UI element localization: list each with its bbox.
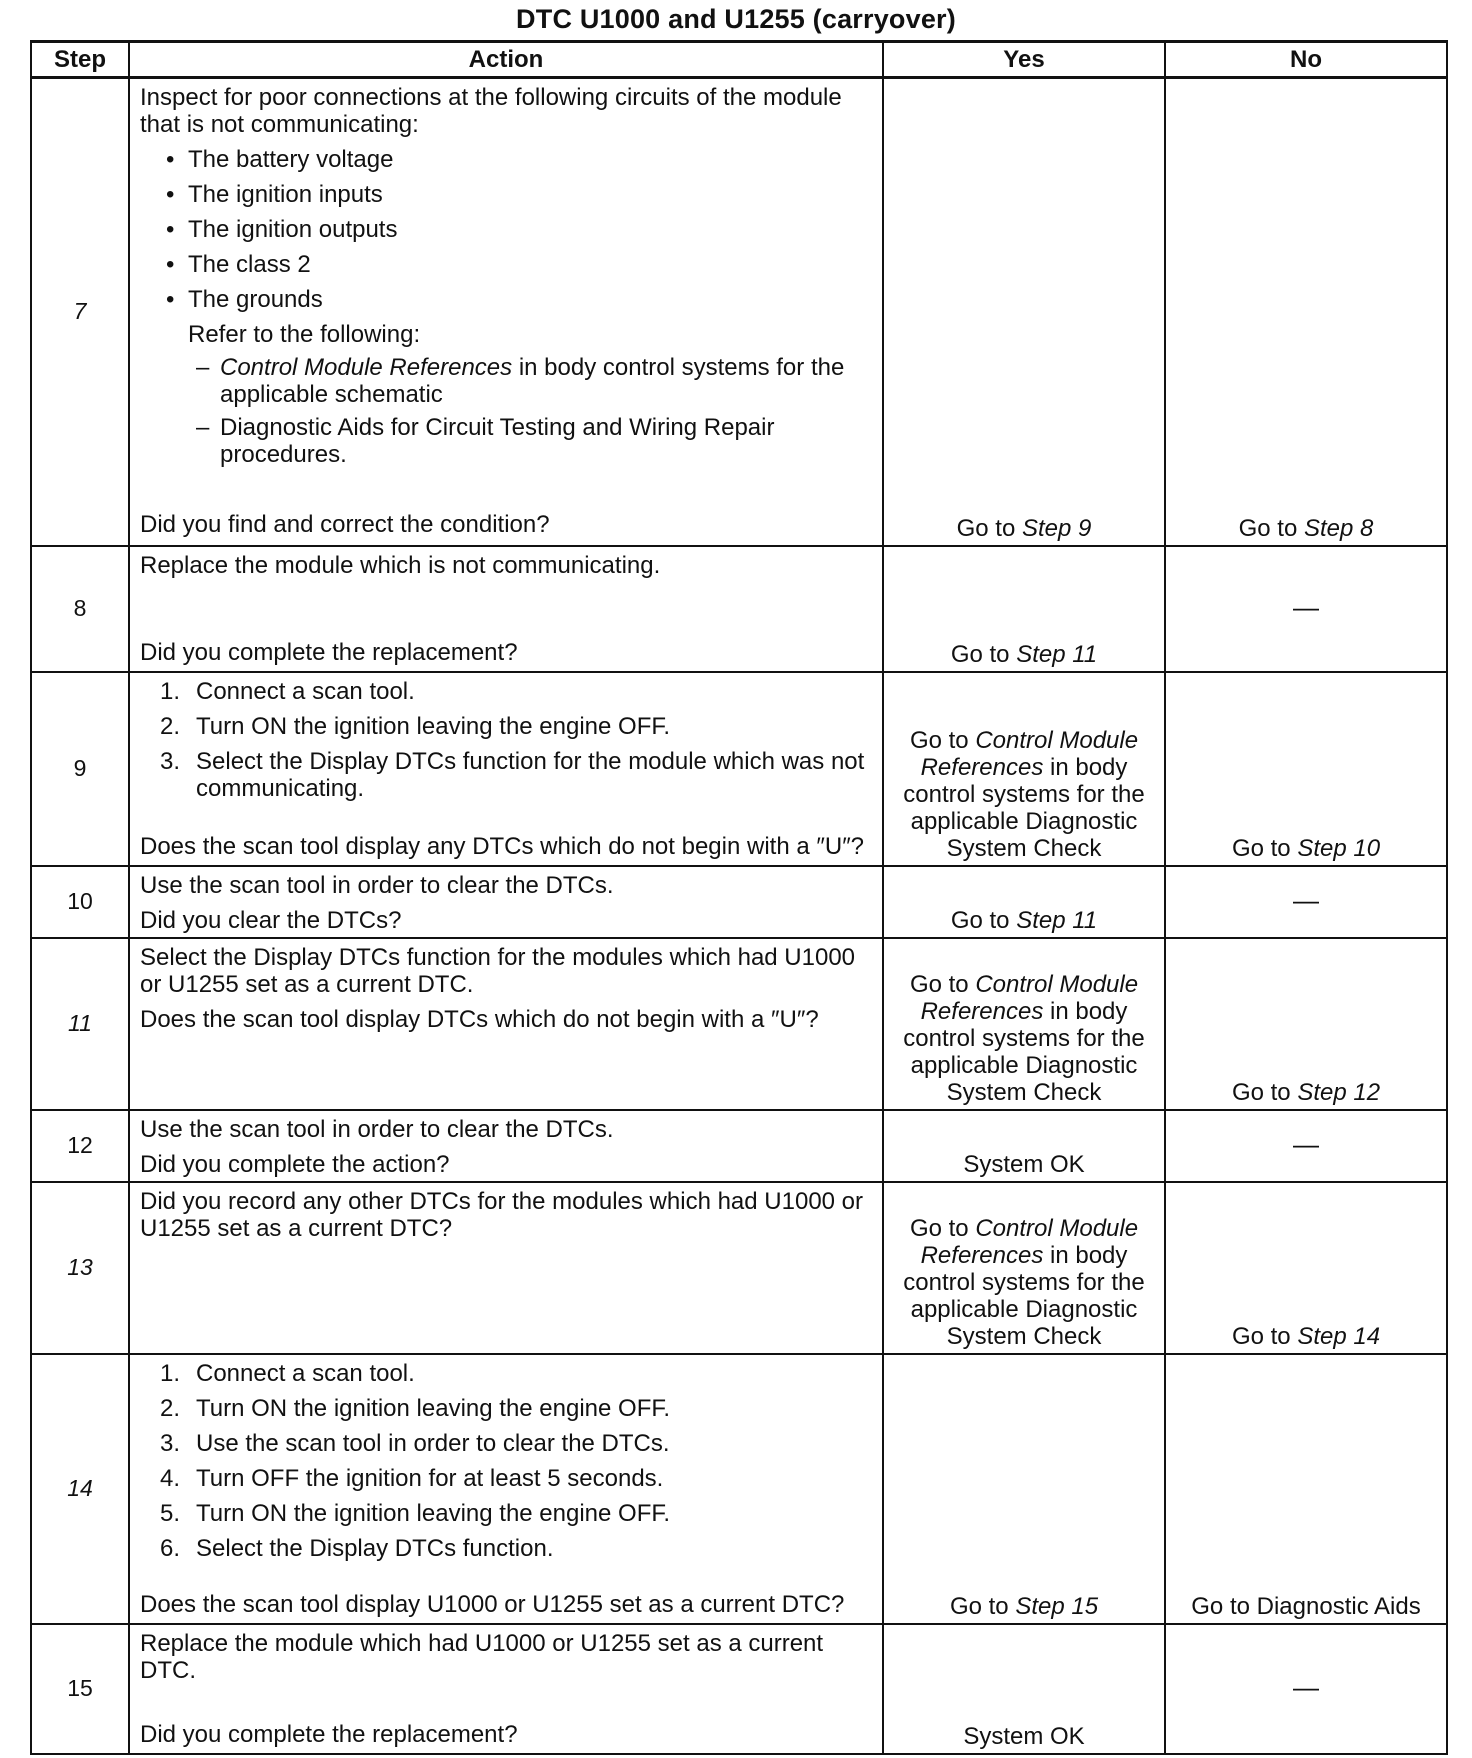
- yes-reference: Control Module References: [920, 1214, 1139, 1269]
- list-item: • The ignition inputs: [140, 181, 876, 208]
- no-prefix: Go to: [1231, 1322, 1298, 1350]
- step-index: 6.: [160, 1534, 181, 1562]
- yes-prefix: Go to: [909, 1214, 976, 1242]
- header-action: Action: [129, 42, 883, 78]
- yes-prefix: Go to: [909, 726, 976, 754]
- step-text: Select the Display DTCs function for the module which was not communicating.: [196, 747, 865, 802]
- action-cell: [129, 672, 883, 866]
- list-item: [140, 1465, 876, 1492]
- action-text: Use the scan tool in order to clear the DTCs.: [140, 1115, 614, 1143]
- list-item: [140, 748, 876, 802]
- action-cell: [129, 546, 883, 672]
- step-number: 8: [31, 546, 129, 672]
- action-cell: [129, 1110, 883, 1182]
- yes-prefix: Go to: [950, 640, 1017, 668]
- table-row-step-10: [31, 866, 1447, 938]
- list-item: [140, 1360, 876, 1387]
- step-index: 4.: [160, 1464, 181, 1492]
- question-text: Did you complete the action?: [140, 1150, 450, 1178]
- no-step-ref: Step 14: [1297, 1322, 1381, 1350]
- action-cell: [129, 1354, 883, 1624]
- yes-rest: in body control systems for the applicable Diagnostic System Check: [903, 997, 1145, 1106]
- no-cell: —: [1165, 866, 1447, 938]
- step-index: 3.: [160, 747, 181, 775]
- refer-text: Refer to the following:: [188, 321, 421, 348]
- step-index: 5.: [160, 1499, 181, 1527]
- step-index: 2.: [160, 712, 181, 740]
- step-number: 7: [31, 78, 129, 546]
- yes-reference: Control Module References: [920, 726, 1139, 781]
- yes-reference: Control Module References: [920, 970, 1139, 1025]
- yes-step-ref: Step 11: [1016, 906, 1098, 934]
- reference-text: in body control systems for the applicable schematic: [220, 354, 845, 408]
- no-step-ref: Step 12: [1297, 1078, 1381, 1106]
- step-number: 15: [31, 1624, 129, 1754]
- no-cell: [1165, 938, 1447, 1110]
- question-text: Did you find and correct the condition?: [140, 511, 550, 538]
- no-cell: [1165, 672, 1447, 866]
- page-title: DTC U1000 and U1255 (carryover): [516, 4, 956, 34]
- no-cell: Go to Diagnostic Aids: [1165, 1354, 1447, 1624]
- action-text: Replace the module which is not communicating.: [140, 551, 661, 579]
- action-cell: [129, 1182, 883, 1354]
- action-cell: [129, 938, 883, 1110]
- table-row-step-11: [31, 938, 1447, 1110]
- yes-prefix: Go to: [956, 514, 1022, 542]
- question-text: Did you clear the DTCs?: [140, 906, 402, 934]
- table-row-step-14: [31, 1354, 1447, 1624]
- list-item: • The ignition outputs: [140, 216, 876, 243]
- no-prefix: Go to: [1238, 514, 1304, 542]
- step-text: Select the Display DTCs function.: [196, 1534, 554, 1562]
- yes-rest: in body control systems for the applicable Diagnostic System Check: [903, 753, 1145, 862]
- step-text: Use the scan tool in order to clear the DTCs.: [196, 1429, 670, 1457]
- question-text: Did you complete the replacement?: [140, 1720, 518, 1748]
- list-item: [140, 1430, 876, 1457]
- yes-prefix: Go to: [949, 1592, 1016, 1620]
- no-cell: —: [1165, 1624, 1447, 1754]
- no-cell: —: [1165, 546, 1447, 672]
- step-text: Connect a scan tool.: [196, 1359, 415, 1387]
- list-item: • The battery voltage: [140, 146, 876, 173]
- action-cell: [129, 1624, 883, 1754]
- list-item: [140, 678, 876, 705]
- yes-cell: [883, 1354, 1165, 1624]
- yes-rest: in body control systems for the applicable Diagnostic System Check: [903, 1241, 1145, 1350]
- no-step-ref: Step 8: [1303, 514, 1374, 542]
- list-item: • The class 2: [140, 251, 876, 278]
- yes-step-ref: Step 15: [1015, 1592, 1099, 1620]
- question-text: Did you complete the replacement?: [140, 638, 518, 666]
- action-cell: [129, 866, 883, 938]
- yes-step-ref: Step 9: [1021, 514, 1092, 542]
- header-step: Step: [31, 42, 129, 78]
- step-index: 2.: [160, 1394, 181, 1422]
- header-yes: Yes: [883, 42, 1165, 78]
- step-text: Turn ON the ignition leaving the engine OFF.: [196, 1394, 671, 1422]
- header-no: No: [1165, 42, 1447, 78]
- no-cell: [1165, 1182, 1447, 1354]
- no-cell: [1165, 78, 1447, 546]
- step-number: 14: [31, 1354, 129, 1624]
- no-step-ref: Step 10: [1297, 834, 1381, 862]
- step-number: 13: [31, 1182, 129, 1354]
- step-number: 11: [31, 938, 129, 1110]
- step-number: 10: [31, 866, 129, 938]
- step-text: Turn OFF the ignition for at least 5 seconds.: [196, 1464, 664, 1492]
- action-text: Select the Display DTCs function for the modules which had U1000 or U1255 set as a current DTC.: [140, 943, 856, 998]
- table-row-step-8: [31, 546, 1447, 672]
- reference-link-text: Control Module References: [220, 354, 513, 381]
- yes-cell: [883, 546, 1165, 672]
- step-index: 1.: [160, 677, 181, 705]
- yes-cell: [883, 938, 1165, 1110]
- table-row-step-15: [31, 1624, 1447, 1754]
- table-row-step-7: [31, 78, 1447, 546]
- reference-text: Diagnostic Aids for Circuit Testing and Wiring Repair procedures.: [220, 414, 775, 468]
- yes-cell: [883, 78, 1165, 546]
- list-item: [140, 414, 876, 468]
- action-text: Inspect for poor connections at the following circuits of the module that is not communicating:: [140, 84, 842, 138]
- table-header-row: [31, 42, 1447, 78]
- table-row-step-9: [31, 672, 1447, 866]
- table-row-step-12: [31, 1110, 1447, 1182]
- no-prefix: Go to: [1231, 1078, 1298, 1106]
- list-item: [140, 1500, 876, 1527]
- action-text: Did you record any other DTCs for the modules which had U1000 or U1255 set as a current DTC?: [140, 1187, 864, 1242]
- action-text: Use the scan tool in order to clear the DTCs.: [140, 871, 614, 899]
- yes-prefix: Go to: [950, 906, 1017, 934]
- yes-step-ref: Step 11: [1016, 640, 1098, 668]
- yes-cell: System OK: [883, 1624, 1165, 1754]
- list-item: [140, 1395, 876, 1422]
- step-text: Turn ON the ignition leaving the engine OFF.: [196, 1499, 671, 1527]
- step-index: 1.: [160, 1359, 181, 1387]
- step-index: 3.: [160, 1429, 181, 1457]
- step-number: 12: [31, 1110, 129, 1182]
- table-row-step-13: [31, 1182, 1447, 1354]
- step-text: Turn ON the ignition leaving the engine OFF.: [196, 712, 671, 740]
- yes-cell: [883, 1182, 1165, 1354]
- yes-cell: [883, 672, 1165, 866]
- list-item: • The grounds: [140, 286, 876, 313]
- step-number: 9: [31, 672, 129, 866]
- yes-cell: [883, 866, 1165, 938]
- list-item: [140, 354, 876, 408]
- yes-cell: System OK: [883, 1110, 1165, 1182]
- question-text: Does the scan tool display any DTCs which do not begin with a ″U″?: [140, 832, 865, 860]
- action-cell: [129, 78, 883, 546]
- no-prefix: Go to: [1231, 834, 1298, 862]
- list-item: [140, 1535, 876, 1562]
- yes-prefix: Go to: [909, 970, 976, 998]
- no-cell: —: [1165, 1110, 1447, 1182]
- question-text: Does the scan tool display DTCs which do not begin with a ″U″?: [140, 1005, 819, 1033]
- question-text: Does the scan tool display U1000 or U1255 set as a current DTC?: [140, 1590, 845, 1618]
- step-text: Connect a scan tool.: [196, 677, 415, 705]
- action-text: Replace the module which had U1000 or U1255 set as a current DTC.: [140, 1629, 824, 1684]
- diagnostic-table: [30, 40, 1448, 1755]
- list-item: [140, 713, 876, 740]
